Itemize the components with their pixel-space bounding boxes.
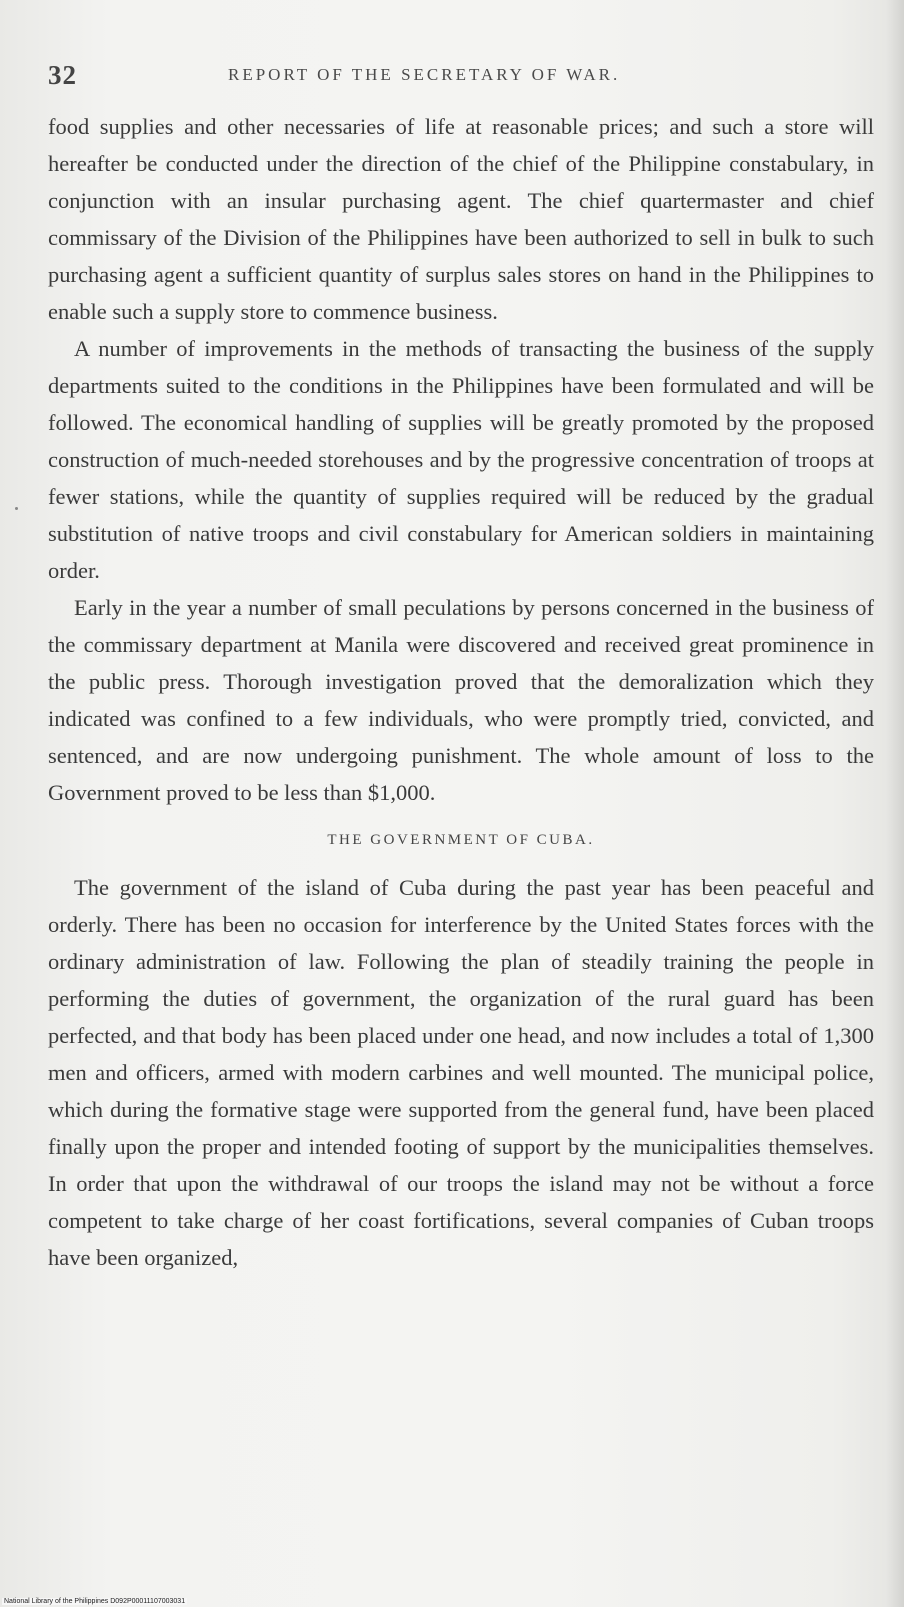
section-heading-cuba: THE GOVERNMENT OF CUBA. [327, 832, 595, 848]
body-text [48, 108, 874, 1276]
library-credit: National Library of the Philippines D092P00011107003031 [4, 1598, 186, 1605]
page-number: 32 [48, 60, 77, 90]
paragraph-cuba-government: The government of the island of Cuba during the past year has been peaceful and orderly. There has been no occasion for interference by the United States forces with the ordinary administration of law. Following the plan of steadily training the people in performing the duties of government, the organization of the rural guard has been perfected, and that body has been placed under one head, and now includes a total of 1,300 men and officers, armed with modern carbines and well mounted. The municipal police, which during the formative stage were supported from the general fund, have been placed finally upon the proper and intended footing of support by the municipalities themselves. In order that upon the withdrawal of our troops the island may not be without a force competent to take charge of her coast fortifications, several companies of Cuban troops have been organized, [48, 875, 874, 1270]
margin-speck [15, 507, 18, 510]
page-edge-shadow [886, 0, 904, 1607]
paragraph-peculations: Early in the year a number of small peculations by persons concerned in the business of the commissary department at Manila were discovered and received great prominence in the public press. Thorough investigation proved that the demoralization which they indicated was confined to a few individuals, who were promptly tried, convicted, and sentenced, and are now undergoing punishment. The whole amount of loss to the Government proved to be less than $1,000. [48, 595, 874, 805]
paragraph-continued: food supplies and other necessaries of life at reasonable prices; and such a store will hereafter be conducted under the direction of the chief of the Philippine constabulary, in conjunction with an insular purchasing agent. The chief quartermaster and chief commissary of the Division of the Philippines have been authorized to sell in bulk to such purchasing agent a sufficient quantity of surplus sales stores on hand in the Philippines to enable such a supply store to commence business. [48, 114, 874, 324]
paragraph-supply-improvements: A number of improvements in the methods of transacting the business of the supply departments suited to the conditions in the Philippines have been formulated and will be followed. The economical handling of supplies will be greatly promoted by the proposed construction of much-needed storehouses and by the progressive concentration of troops at fewer stations, while the quantity of supplies required will be reduced by the gradual substitution of native troops and civil constabulary for American soldiers in maintaining order. [48, 336, 874, 583]
running-head: REPORT OF THE SECRETARY OF WAR. [228, 65, 621, 84]
page-header [48, 60, 864, 96]
